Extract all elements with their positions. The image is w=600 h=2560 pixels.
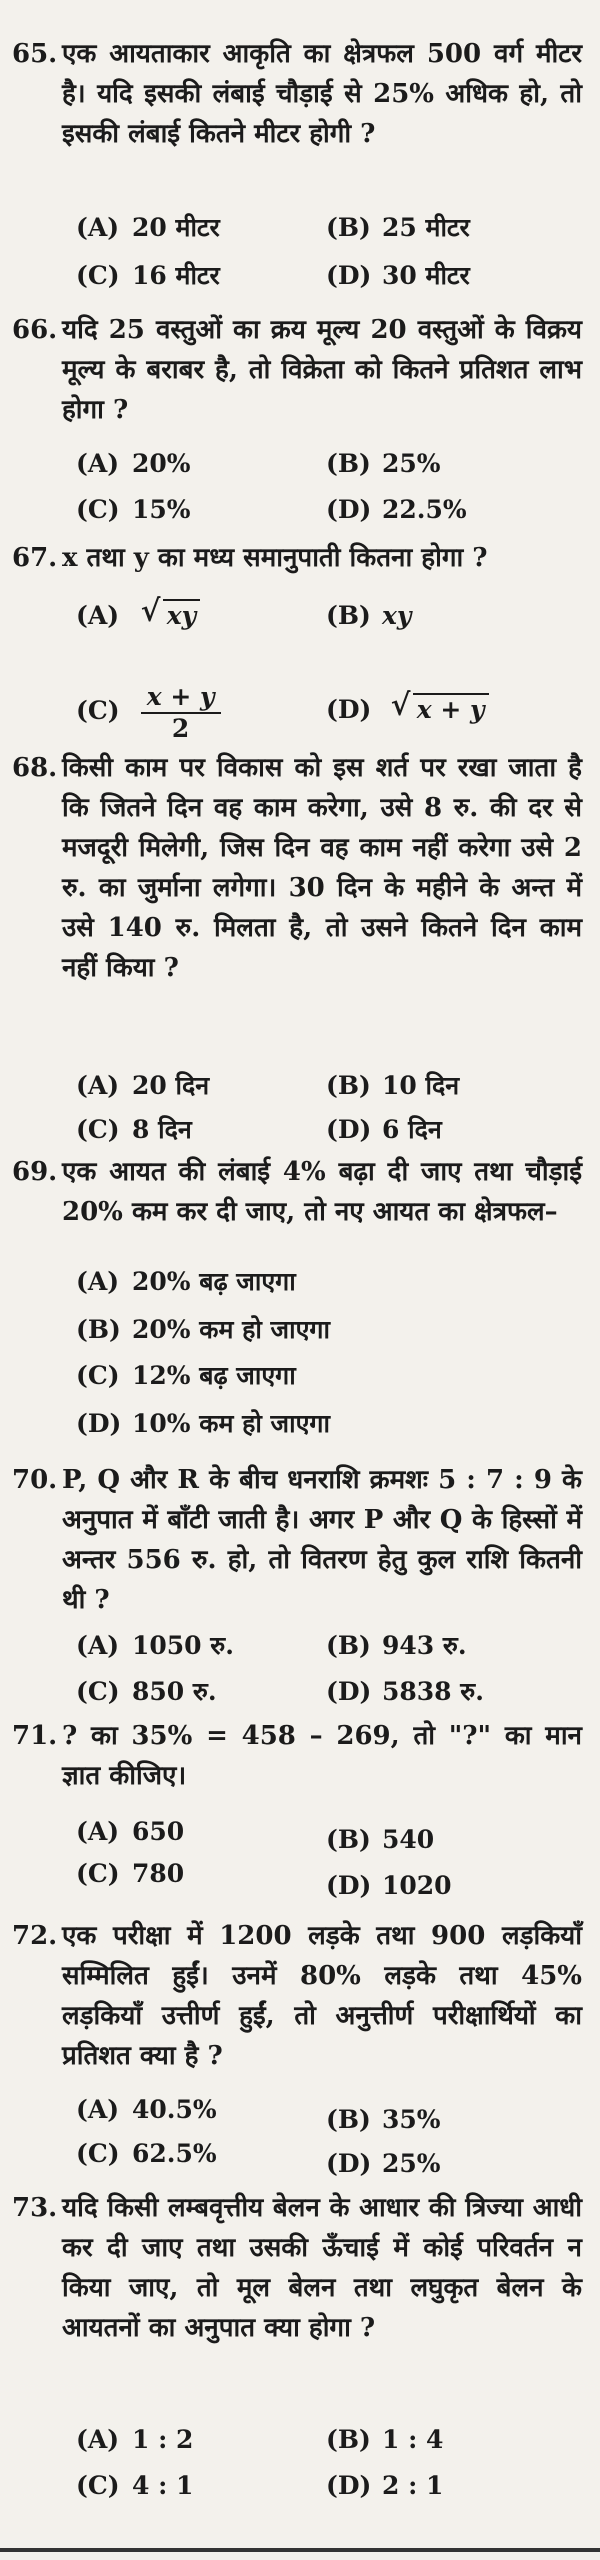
- question-text: यदि किसी लम्बवृत्तीय बेलन के आधार की त्रिज्या आधी कर दी जाए तथा उसकी ऊँचाई में कोई परिवर्तन न किया जाए, तो मूल बेलन तथा लघुकृत बेलन के आयतनों का अनुपात क्या होगा ?: [62, 2193, 582, 2343]
- option-d: (D) 5838 रु.: [326, 1677, 484, 1706]
- option-d: (D) 6 दिन: [326, 1115, 442, 1144]
- option-c: (C) 850 रु.: [76, 1677, 217, 1706]
- option-d: (D) √ x + y: [326, 690, 489, 730]
- option-a: (A) 1 : 2: [76, 2425, 194, 2454]
- question-text: एक परीक्षा में 1200 लड़के तथा 900 लड़कियाँ सम्मिलित हुईं। उनमें 80% लड़के तथा 45% लड़कियाँ उत्तीर्ण हुईं, तो अनुत्तीर्ण परीक्षार्थियों का प्रतिशत क्या है ?: [62, 1921, 582, 2071]
- option-a: (A) 1050 रु.: [76, 1631, 234, 1660]
- question-text: यदि 25 वस्तुओं का क्रय मूल्य 20 वस्तुओं के विक्रय मूल्य के बराबर है, तो विक्रेता को कितने प्रतिशत लाभ होगा ?: [62, 315, 582, 425]
- question-number: 69.: [12, 1157, 58, 1187]
- option-b: (B) 943 रु.: [326, 1631, 467, 1660]
- option-b: (B) 540: [326, 1825, 435, 1854]
- option-a: (A) 20 दिन: [76, 1071, 210, 1100]
- question-number: 70.: [12, 1465, 58, 1495]
- option-d: (D) 22.5%: [326, 495, 467, 524]
- question-text: एक आयत की लंबाई 4% बढ़ा दी जाए तथा चौड़ाई 20% कम कर दी जाए, तो नए आयत का क्षेत्रफल–: [62, 1157, 582, 1227]
- option-c: (C) 12% बढ़ जाएगा: [76, 1361, 296, 1390]
- option-a: (A) √ xy: [76, 596, 200, 636]
- sqrt-expression: √ xy: [141, 596, 200, 636]
- question-number: 65.: [12, 39, 58, 69]
- question-text: ? का 35% = 458 – 269, तो "?" का मान ज्ञात कीजिए।: [62, 1721, 582, 1791]
- question-text: P, Q और R के बीच धनराशि क्रमशः 5 : 7 : 9 के अनुपात में बाँटी जाती है। अगर P और Q के हिस्सों में अन्तर 556 रु. हो, तो वितरण हेतु कुल राशि कितनी थी ?: [62, 1465, 582, 1615]
- option-d: (D) 30 मीटर: [326, 261, 470, 290]
- option-b: (B) 25 मीटर: [326, 213, 470, 242]
- option-a: (A) 650: [76, 1817, 185, 1846]
- option-b: (B) 1 : 4: [326, 2425, 444, 2454]
- sqrt-expression: √ x + y: [391, 690, 489, 730]
- option-c: (C) 8 दिन: [76, 1115, 192, 1144]
- option-c: (C) 62.5%: [76, 2139, 217, 2168]
- option-d: (D) 1020: [326, 1871, 452, 1900]
- option-c: (C) 4 : 1: [76, 2471, 194, 2500]
- option-b: (B) 35%: [326, 2105, 441, 2134]
- page-bottom-rule: [0, 2548, 600, 2552]
- question-number: 71.: [12, 1721, 58, 1751]
- option-d: (D) 25%: [326, 2149, 441, 2178]
- question-number: 67.: [12, 543, 58, 573]
- option-b: (B) 10 दिन: [326, 1071, 460, 1100]
- question-text: किसी काम पर विकास को इस शर्त पर रखा जाता है कि जितने दिन वह काम करेगा, उसे 8 रु. की दर से मजदूरी मिलेगी, जिस दिन वह काम नहीं करेगा उसे 2 रु. का जुर्माना लगेगा। 30 दिन के महीने के अन्त में उसे 140 रु. मिलता है, तो उसने कितने दिन काम नहीं किया ?: [62, 753, 582, 983]
- question-number: 66.: [12, 315, 58, 345]
- option-a: (A) 40.5%: [76, 2095, 217, 2124]
- option-b: (B) xy: [326, 601, 412, 630]
- option-a: (A) 20%: [76, 449, 191, 478]
- fraction: $\frac{x + y}{2}$: [141, 682, 221, 744]
- option-c: (C) 780: [76, 1859, 185, 1888]
- option-c: (C) 15%: [76, 495, 191, 524]
- option-c: (C) $\frac{x + y}{2}$: [76, 676, 221, 746]
- question-number: 73.: [12, 2193, 58, 2223]
- question-text: एक आयताकार आकृति का क्षेत्रफल 500 वर्ग मीटर है। यदि इसकी लंबाई चौड़ाई से 25% अधिक हो, तो इसकी लंबाई कितने मीटर होगी ?: [62, 39, 582, 149]
- option-d: (D) 2 : 1: [326, 2471, 444, 2500]
- option-c: (C) 16 मीटर: [76, 261, 220, 290]
- option-d: (D) 10% कम हो जाएगा: [76, 1409, 330, 1438]
- option-b: (B) 20% कम हो जाएगा: [76, 1315, 330, 1344]
- question-number: 68.: [12, 753, 58, 783]
- question-text: x तथा y का मध्य समानुपाती कितना होगा ?: [62, 543, 488, 573]
- option-a: (A) 20% बढ़ जाएगा: [76, 1267, 296, 1296]
- option-a: (A) 20 मीटर: [76, 213, 220, 242]
- option-b: (B) 25%: [326, 449, 441, 478]
- question-number: 72.: [12, 1921, 58, 1951]
